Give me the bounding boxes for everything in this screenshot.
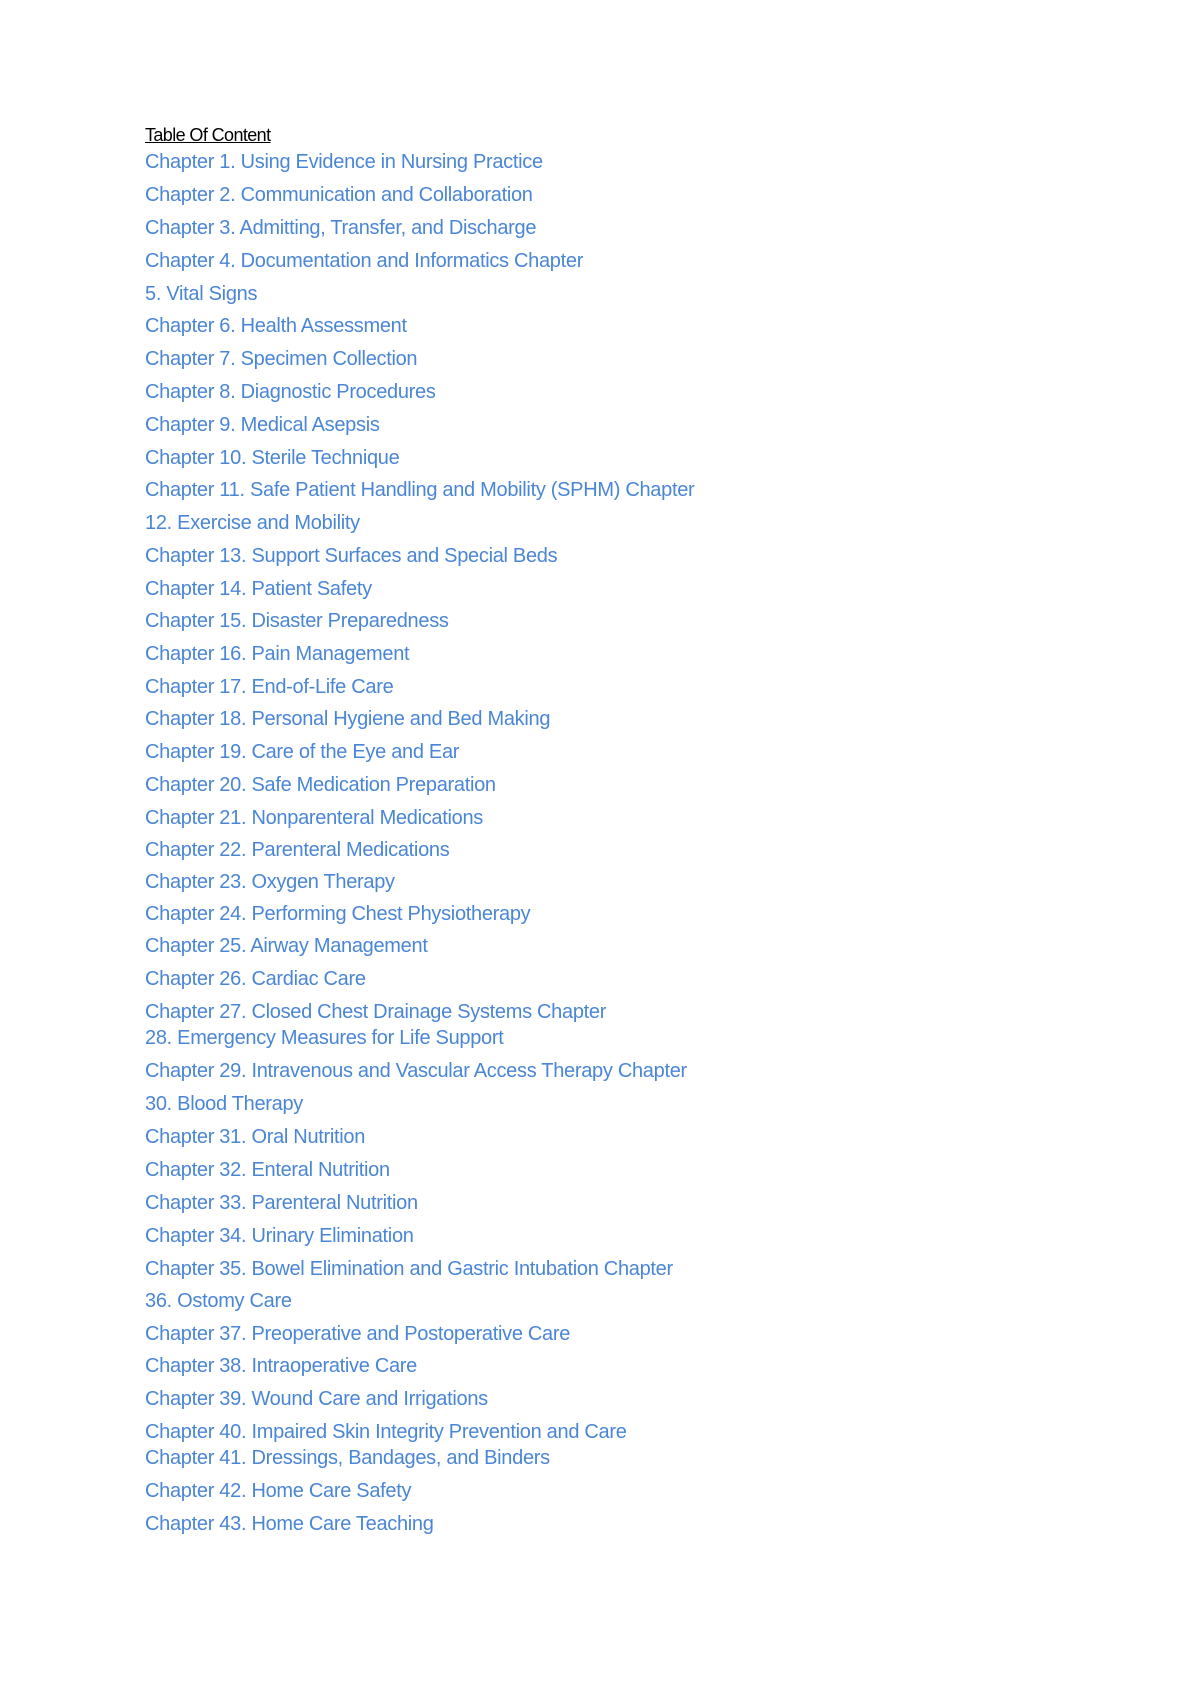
toc-link[interactable]: Chapter 24. Performing Chest Physiotherapy [145, 903, 531, 925]
toc-link[interactable]: Chapter 39. Wound Care and Irrigations [145, 1388, 488, 1410]
toc-link[interactable]: Chapter 38. Intraoperative Care [145, 1355, 417, 1377]
toc-link[interactable]: Chapter 33. Parenteral Nutrition [145, 1192, 418, 1214]
toc-link[interactable]: Chapter 22. Parenteral Medications [145, 839, 450, 861]
toc-link[interactable]: Chapter 26. Cardiac Care [145, 968, 366, 990]
toc-link[interactable]: 30. Blood Therapy [145, 1093, 303, 1115]
toc-link[interactable]: Chapter 34. Urinary Elimination [145, 1225, 414, 1247]
toc-link[interactable]: Chapter 1. Using Evidence in Nursing Practice [145, 151, 543, 173]
toc-link[interactable]: Chapter 41. Dressings, Bandages, and Binders [145, 1447, 550, 1469]
toc-link[interactable]: Chapter 35. Bowel Elimination and Gastric Intubation Chapter [145, 1258, 673, 1280]
toc-link[interactable]: Chapter 19. Care of the Eye and Ear [145, 741, 460, 763]
toc-link[interactable]: Chapter 17. End-of-Life Care [145, 676, 394, 698]
toc-heading: Table Of Content [145, 125, 271, 145]
toc-link[interactable]: Chapter 29. Intravenous and Vascular Access Therapy Chapter [145, 1060, 687, 1082]
toc-link[interactable]: Chapter 7. Specimen Collection [145, 348, 418, 370]
toc-link[interactable]: 5. Vital Signs [145, 283, 258, 305]
toc-link[interactable]: Chapter 14. Patient Safety [145, 578, 372, 600]
toc-link[interactable]: 36. Ostomy Care [145, 1290, 292, 1312]
toc-link[interactable]: Chapter 2. Communication and Collaboration [145, 184, 533, 206]
toc-link[interactable]: Chapter 8. Diagnostic Procedures [145, 381, 436, 403]
toc-link[interactable]: Chapter 27. Closed Chest Drainage Systems Chapter [145, 1001, 607, 1023]
toc-link[interactable]: Chapter 6. Health Assessment [145, 315, 407, 337]
toc-link[interactable]: Chapter 21. Nonparenteral Medications [145, 807, 483, 829]
toc-link[interactable]: Chapter 20. Safe Medication Preparation [145, 774, 496, 796]
toc-link[interactable]: Chapter 9. Medical Asepsis [145, 414, 380, 436]
toc-link[interactable]: 28. Emergency Measures for Life Support [145, 1027, 504, 1049]
toc-link[interactable]: Chapter 31. Oral Nutrition [145, 1126, 366, 1148]
toc-link[interactable]: 12. Exercise and Mobility [145, 512, 360, 534]
toc-link[interactable]: Chapter 10. Sterile Technique [145, 447, 400, 469]
toc-link[interactable]: Chapter 25. Airway Management [145, 935, 428, 957]
toc-link[interactable]: Chapter 18. Personal Hygiene and Bed Making [145, 708, 551, 730]
toc-link[interactable]: Chapter 43. Home Care Teaching [145, 1513, 434, 1535]
toc-link[interactable]: Chapter 3. Admitting, Transfer, and Discharge [145, 217, 537, 239]
toc-link[interactable]: Chapter 32. Enteral Nutrition [145, 1159, 390, 1181]
toc-link[interactable]: Chapter 4. Documentation and Informatics Chapter [145, 250, 584, 272]
toc-link[interactable]: Chapter 37. Preoperative and Postoperative Care [145, 1323, 571, 1345]
toc-link[interactable]: Chapter 40. Impaired Skin Integrity Prevention and Care [145, 1421, 627, 1443]
toc-link[interactable]: Chapter 23. Oxygen Therapy [145, 871, 395, 893]
toc-link[interactable]: Chapter 15. Disaster Preparedness [145, 610, 449, 632]
toc-link[interactable]: Chapter 11. Safe Patient Handling and Mobility (SPHM) Chapter [145, 479, 695, 501]
toc-link[interactable]: Chapter 42. Home Care Safety [145, 1480, 412, 1502]
toc-link[interactable]: Chapter 13. Support Surfaces and Special Beds [145, 545, 558, 567]
toc-link[interactable]: Chapter 16. Pain Management [145, 643, 410, 665]
